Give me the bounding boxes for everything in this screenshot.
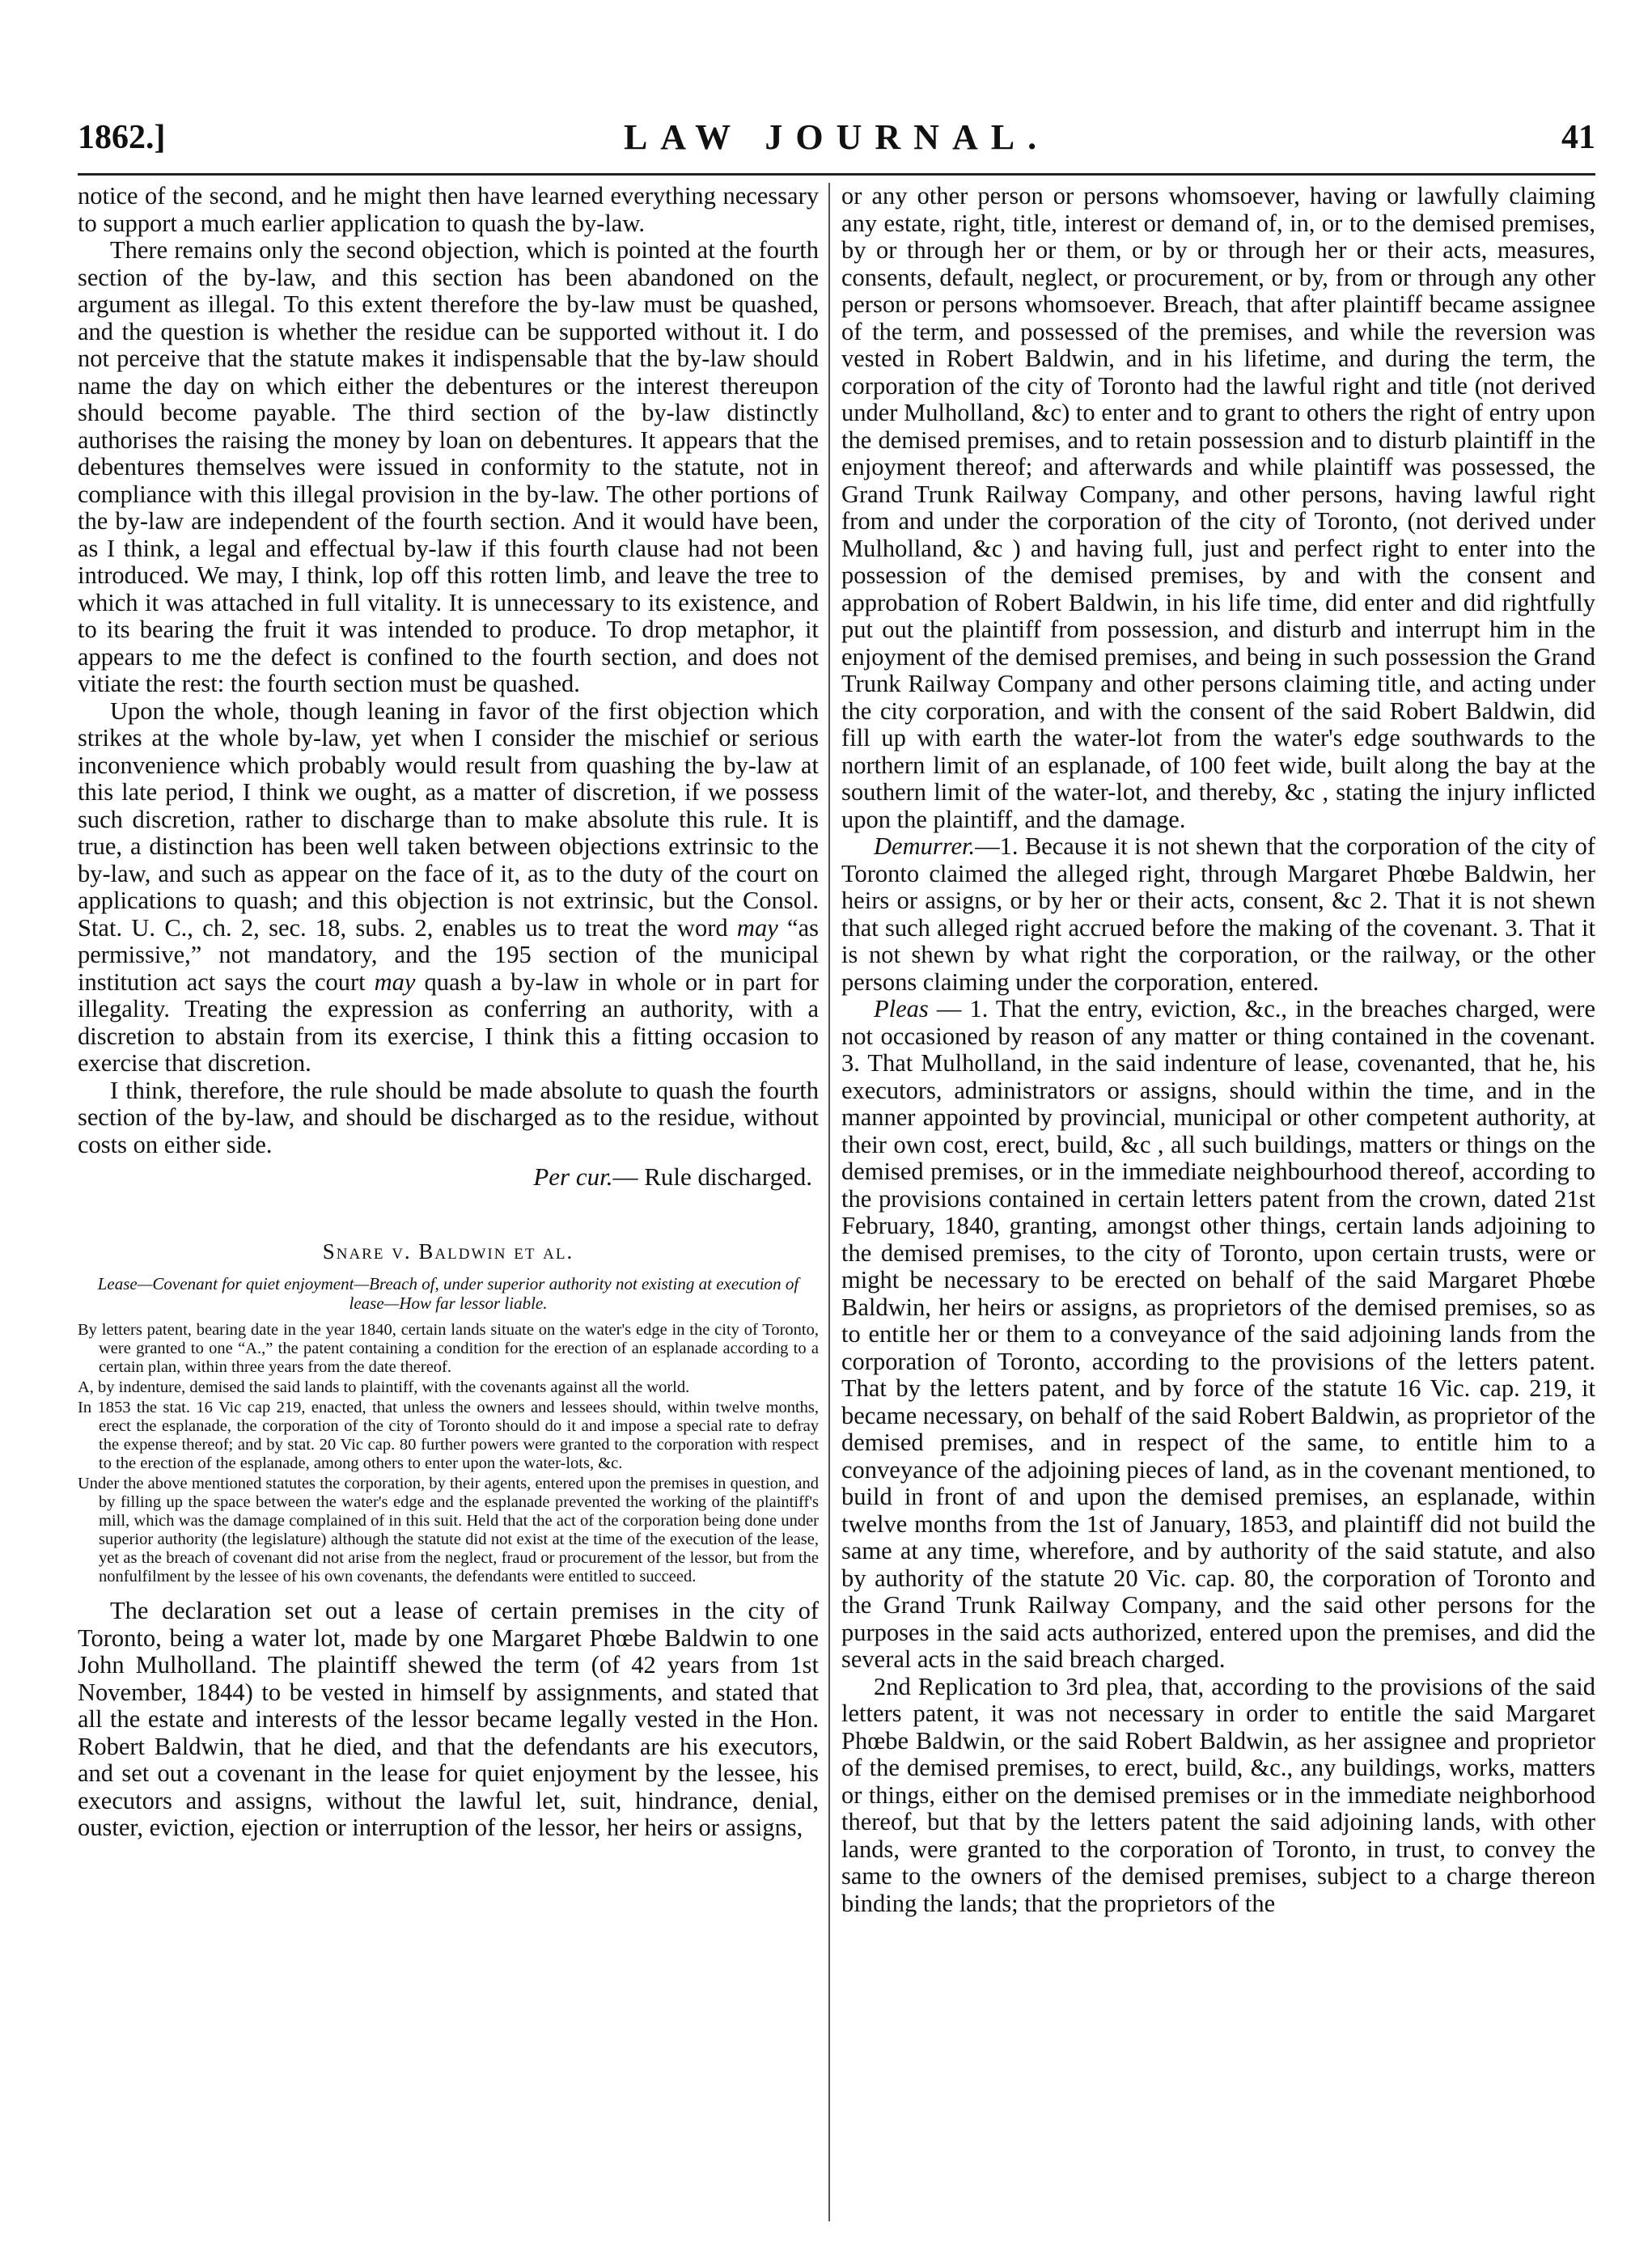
paragraph: There remains only the second objection, which is pointed at the fourth section of the by-law, and this section has been abandoned on the argument as illegal. To this extent therefore the by-law must be quashed, and the question is whether the residue can be supported without it. I do not perceive that the statute makes it indispensable that the by-law should name the day on which either the debentures or the interest thereupon should become payable. The third section of the by-law distinctly authorises the raising the money by loan on debentures. It appears that the debentures themselves were issued in conformity to the statute, not in compliance with this illegal provision in the by-law. The other portions of the by-law are independent of the fourth section. And it would have been, as I think, a legal and effectual by-law if this fourth clause had not been introduced. We may, I think, lop off this rotten limb, and leave the tree to which it was attached in full vitality. It is unnecessary to its existence, and to its bearing the fruit it was intended to produce. To drop metaphor, it appears to me the defect is confined to the fourth section, and does not vitiate the rest: the fourth section must be quashed.	[78, 236, 819, 697]
italic-word: may	[736, 913, 778, 942]
italic-word: may	[374, 967, 416, 996]
headnote-paragraph: In 1853 the stat. 16 Vic cap 219, enacted, that unless the owners and lessees should, within twelve months, erect the esplanade, the corporation of the city of Toronto should do it and impose a special rate to defray the expense thereof; and by stat. 20 Vic cap. 80 further powers were granted to the corporation with respect to the erection of the esplanade, among others to enter upon the water-lots, &c.	[78, 1399, 819, 1472]
right-column	[841, 183, 1595, 2221]
paragraph-text: —1. Because it is not shewn that the corporation of the city of Toronto claimed the alleged right, through Margaret Phœbe Baldwin, her heirs or assigns, or by her or their acts, consent, &c 2. That it is not shewn that such alleged right accrued before the making of the covenant. 3. That it is not shewn by what right the corporation, or the railway, or the other persons claiming under the corporation, entered.	[841, 832, 1595, 996]
headnote-paragraph: By letters patent, bearing date in the year 1840, certain lands situate on the water's edge in the city of Toronto, were granted to one “A.,” the patent containing a condition for the erection of an esplanade according to a certain plan, within three years from the date thereof.	[78, 1321, 819, 1376]
paragraph: notice of the second, and he might then have learned everything necessary to support a much earlier application to quash the by-law.	[78, 183, 819, 237]
paragraph-text: quash a by-law in whole or in part for illegality. Treating the expression as conferring an authority, with a discretion to abstain from its exercise, I think this a fitting occasion to exercise that discretion.	[78, 967, 819, 1077]
paragraph	[78, 698, 819, 1077]
paragraph: The declaration set out a lease of certain premises in the city of Toronto, being a water lot, made by one Margaret Phœbe Baldwin to one John Mulholland. The plaintiff shewed the term (of 42 years from 1st November, 1844) to be vested in himself by assignments, and stated that all the estate and interests of the lessor became legally vested in the Hon. Robert Baldwin, that he died, and that the defendants are his executors, and set out a covenant in the lease for quiet enjoyment by the lessee, his executors and assigns, without the lawful let, suit, hindrance, denial, ouster, eviction, ejection or interruption of the lessor, her heirs or assigns,	[78, 1597, 819, 1841]
paragraph: 2nd Replication to 3rd plea, that, according to the provisions of the said letters patent, it was not necessary in order to entitle the said Margaret Phœbe Baldwin, or the said Robert Baldwin, as her assignee and proprietor of the demised premises, to erect, build, &c., any buildings, works, matters or things, either on the demised premises or in the immediate neighborhood thereof, but that by the letters patent the said adjoining lands, with other lands, were granted to the corporation of Toronto, in trust, to convey the same to the owners of the demised premises, subject to a charge thereon binding the lands; that the proprietors of the	[841, 1672, 1595, 1917]
paragraph-text: “as permissive,” not mandatory, and the 195 section of the municipal institution act says the court	[78, 913, 819, 996]
judgment-signoff	[78, 1162, 812, 1192]
page-number: 41	[1561, 119, 1595, 156]
paragraph: I think, therefore, the rule should be made absolute to quash the fourth section of the by-law, and should be discharged as to the residue, without costs on either side.	[78, 1076, 819, 1158]
headnote-paragraph: A, by indenture, demised the said lands to plaintiff, with the covenants against all the world.	[78, 1378, 690, 1396]
header-title: LAW JOURNAL.	[623, 117, 1050, 157]
paragraph	[841, 996, 1595, 1674]
page-header	[78, 112, 1595, 168]
paragraph: or any other person or persons whomsoever, having or lawfully claiming any estate, right, title, interest or demand of, in, or to the demised premises, by or through her or them, or by or through her or their acts, measures, consents, default, neglect, or procurement, or by, from or through any other person or persons whomsoever. Breach, that after plaintiff became assignee of the term, and possessed of the premises, and while the reversion was vested in Robert Baldwin, and in his lifetime, and during the term, the corporation of the city of Toronto had the lawful right and title (not derived under Mulholland, &c) to enter and to grant to others the right of entry upon the demised premises, and to retain possession and to disturb plaintiff in the enjoyment thereof; and afterwards and while plaintiff was possessed, the Grand Trunk Railway Company, and other persons, having lawful right from and under the corporation of the city of Toronto, (not derived under Mulholland, &c ) and having full, just and perfect right to enter into the possession of the demised premises, by and with the consent and approbation of Robert Baldwin, in his life time, did enter and did rightfully put out the plaintiff from possession, and disturb and interrupt him in the enjoyment of the demised premises, and being in such possession the Grand Trunk Railway Company and other persons claiming title, and acting under the city corporation, and with the consent of the said Robert Baldwin, did fill up with earth the water-lot from the water's edge southwards to the northern limit of an esplanade, of 100 feet wide, built along the bay at the southern limit of the water-lot, and thereby, &c , stating the injury inflicted upon the plaintiff, and the damage.	[841, 183, 1595, 833]
paragraph	[841, 833, 1595, 996]
case-title: Snare v. Baldwin et al.	[322, 1239, 574, 1264]
column-divider	[828, 183, 830, 2221]
demurrer-label: Demurrer.	[874, 832, 976, 860]
case-headnote: Lease—Covenant for quiet enjoyment—Breach of, under superior authority not existing at execution of lease—How far lessor liable.	[97, 1274, 799, 1313]
header-year: 1862.]	[78, 119, 166, 156]
paragraph-text: Upon the whole, though leaning in favor of the first objection which strikes at the whole by-law, yet when I consider the mischief or serious inconvenience which probably would result from quashing the by-law at this late period, I think we ought, as a matter of discretion, if we possess such discretion, rather to discharge than to make absolute this rule. It is true, a distinction has been well taken between objections extrinsic to the by-law, and such as appear on the face of it, as to the duty of the court on applications to quash; and this objection is not extrinsic, but the Consol. Stat. U. C., ch. 2, sec. 18, subs. 2, enables us to treat the word	[78, 696, 819, 942]
paragraph-text: — 1. That the entry, eviction, &c., in the breaches charged, were not occasioned by reason of any matter or thing contained in the covenant. 3. That Mulholland, in the said indenture of lease, covenanted, that he, his executors, administrators or assigns, should within the time, and in the manner appointed by provincial, municipal or other competent authority, at their own cost, erect, build, &c , all such buildings, matters or things on the demised premises, or in the immediate neighbourhood thereof, according to the provisions contained in certain letters patent from the crown, dated 21st February, 1840, granting, amongst other things, certain lands adjoining to the demised premises, to the city of Toronto, upon certain trusts, were or might be necessary to be erected on behalf of the said Margaret Phœbe Baldwin, her heirs or assigns, as proprietors of the demised premises, so as to entitle her or them to a conveyance of the said adjoining lands from the corporation of Toronto, according to the provisions of the letters patent. That by the letters patent, and by force of the statute 16 Vic. cap. 219, it became necessary, on behalf of the said Robert Baldwin, as proprietor of the demised premises, and in respect of the same, to entitle him to a conveyance of the adjoining pieces of land, as in the covenant mentioned, to build in front of and upon the demised premises, an esplanade, within twelve months from the 1st of January, 1853, and plaintiff did not build the same at any time, wherefore, and by authority of the said statute, and also by authority of the statute 20 Vic. cap. 80, the corporation of Toronto and the Grand Trunk Railway Company, and the said other persons for the purposes in the said acts authorized, entered upon the premises, and did the several acts in the said breach charged.	[841, 995, 1595, 1673]
headnote-paragraph: Under the above mentioned statutes the corporation, by their agents, entered upon the premises in question, and by filling up the space between the water's edge and the esplanade prevented the working of the plaintiff's mill, which was the damage complained of in this suit. Held that the act of the corporation being done under superior authority (the legislature) although the statute did not exist at the time of the execution of the lease, yet as the breach of covenant did not arise from the neglect, fraud or procurement of the lessor, but from the nonfulfilment by the lessee of his own covenants, the defendants were entitled to succeed.	[78, 1475, 819, 1585]
header-rule	[78, 173, 1595, 176]
rule-result: — Rule discharged.	[612, 1162, 812, 1191]
left-column	[78, 183, 819, 2221]
per-cur: Per cur.	[533, 1162, 613, 1191]
pleas-label: Pleas	[874, 995, 929, 1022]
